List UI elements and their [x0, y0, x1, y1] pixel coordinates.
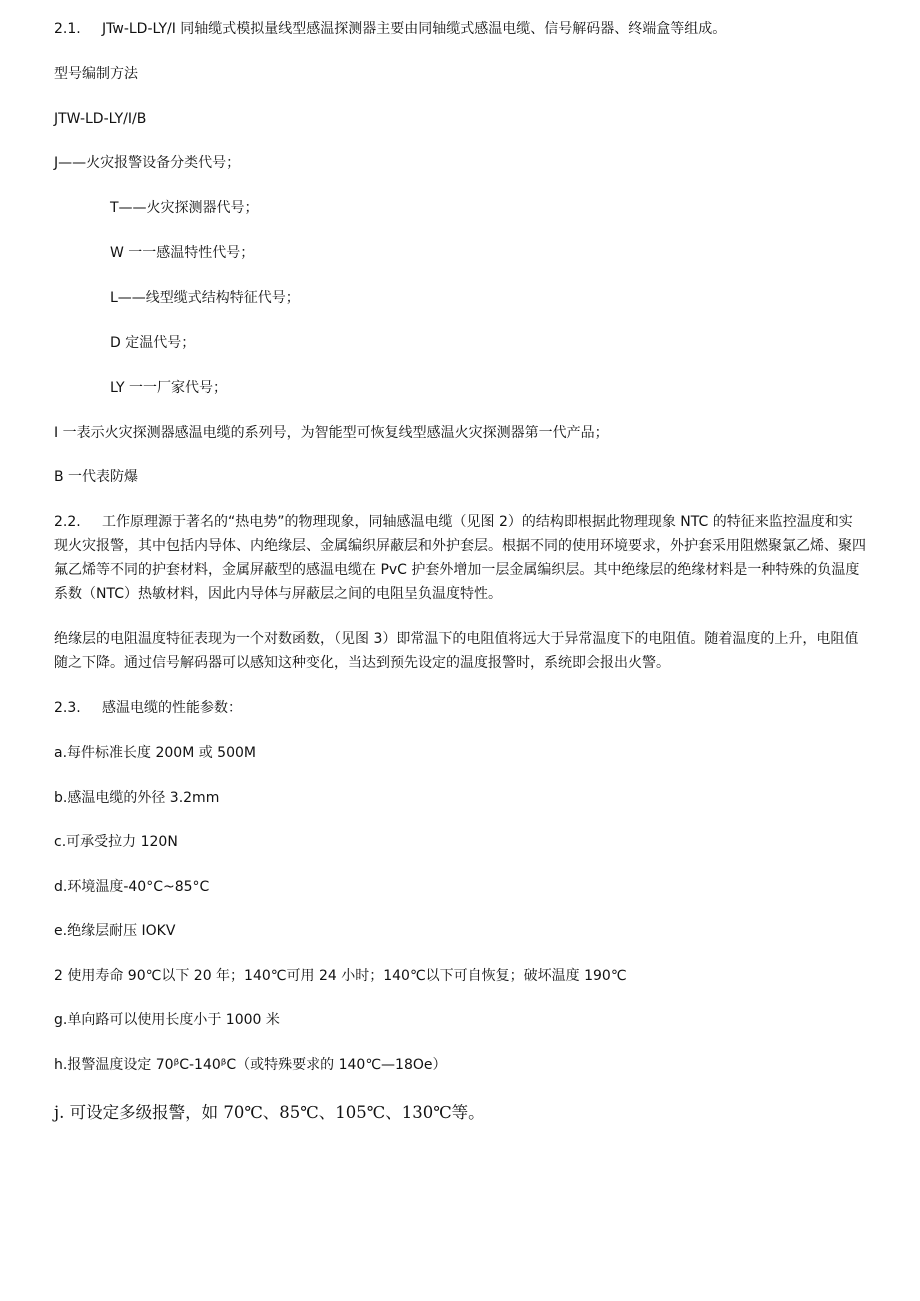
code-item-i: I 一表示火灾探测器感温电缆的系列号，为智能型可恢复线型感温火灾探测器第一代产品； — [54, 425, 609, 441]
param-c: c.可承受拉力 120N — [54, 834, 178, 850]
code-item-l: L——线型缆式结构特征代号； — [110, 290, 300, 306]
insulation-paragraph: 绝缘层的电阻温度特征表现为一个对数函数，（见图 3）即常温下的电阻值将远大于异常温度下的电阻值。随着温度的上升，电阻值随之下降。通过信号解码器可以感知这种变化，当达到预先设定的温度报警时，系统即会报出火警。 — [54, 631, 859, 671]
code-item-b: B 一代表防爆 — [54, 469, 139, 485]
param-a: a.每件标准长度 200M 或 500M — [54, 745, 256, 761]
code-item-d: D 定温代号； — [110, 335, 196, 351]
code-item-w: W 一一感温特性代号； — [110, 245, 255, 261]
section-text: JTw-LD-LY/I 同轴缆式模拟量线型感温探测器主要由同轴缆式感温电缆、信号解码器、终端盒等组成。 — [102, 21, 727, 37]
param-e: e.绝缘层耐压 IOKV — [54, 923, 176, 939]
code-item-ly: LY 一一厂家代号； — [110, 380, 227, 396]
section-text: 工作原理源于著名的“热电势”的物理现象，同轴感温电缆（见图 2）的结构即根据此物理现象 NTC 的特征来监控温度和实现火灾报警，其中包括内导体、内绝缘层、金属编织屏蔽层和外护套层。根据不同的使用环境要求，外护套采用阻燃聚氯乙烯、聚四氟乙烯等不同的护套材料，金属屏蔽型的感温电缆在 PvC 护套外增加一层金属编织层。其中绝缘层的绝缘材料是一种特殊的负温度系数（NTC）热敏材料，因此内导体与屏蔽层之间的电阻呈负温度特性。 — [54, 514, 866, 602]
code-item-t: T——火灾探测器代号； — [110, 200, 259, 216]
section-number: 2.2. — [54, 514, 81, 530]
param-f: 2 使用寿命 90℃以下 20 年；140℃可用 24 小时；140℃以下可自恢复；破坏温度 190℃ — [54, 968, 627, 984]
section-2-2 — [54, 510, 866, 606]
param-h: h.报警温度设定 70ᵝC-140ᵝC（或特殊要求的 140℃—18Oe） — [54, 1057, 447, 1073]
section-number: 2.1. — [54, 21, 81, 37]
param-g: g.单向路可以使用长度小于 1000 米 — [54, 1012, 280, 1028]
param-j: j. 可设定多级报警，如 70℃、85℃、105℃、130℃等。 — [54, 1103, 485, 1122]
param-b: b.感温电缆的外径 3.2mm — [54, 790, 220, 806]
section-2-3 — [54, 696, 242, 720]
section-text: 感温电缆的性能参数： — [102, 700, 242, 716]
section-number: 2.3. — [54, 700, 81, 716]
model-code: JTW-LD-LY/I/B — [54, 111, 147, 127]
section-2-1 — [54, 17, 726, 41]
param-d: d.环境温度-40°C~85°C — [54, 879, 210, 895]
code-item-j: J——火灾报警设备分类代号； — [54, 155, 241, 171]
model-heading: 型号编制方法 — [54, 66, 138, 82]
